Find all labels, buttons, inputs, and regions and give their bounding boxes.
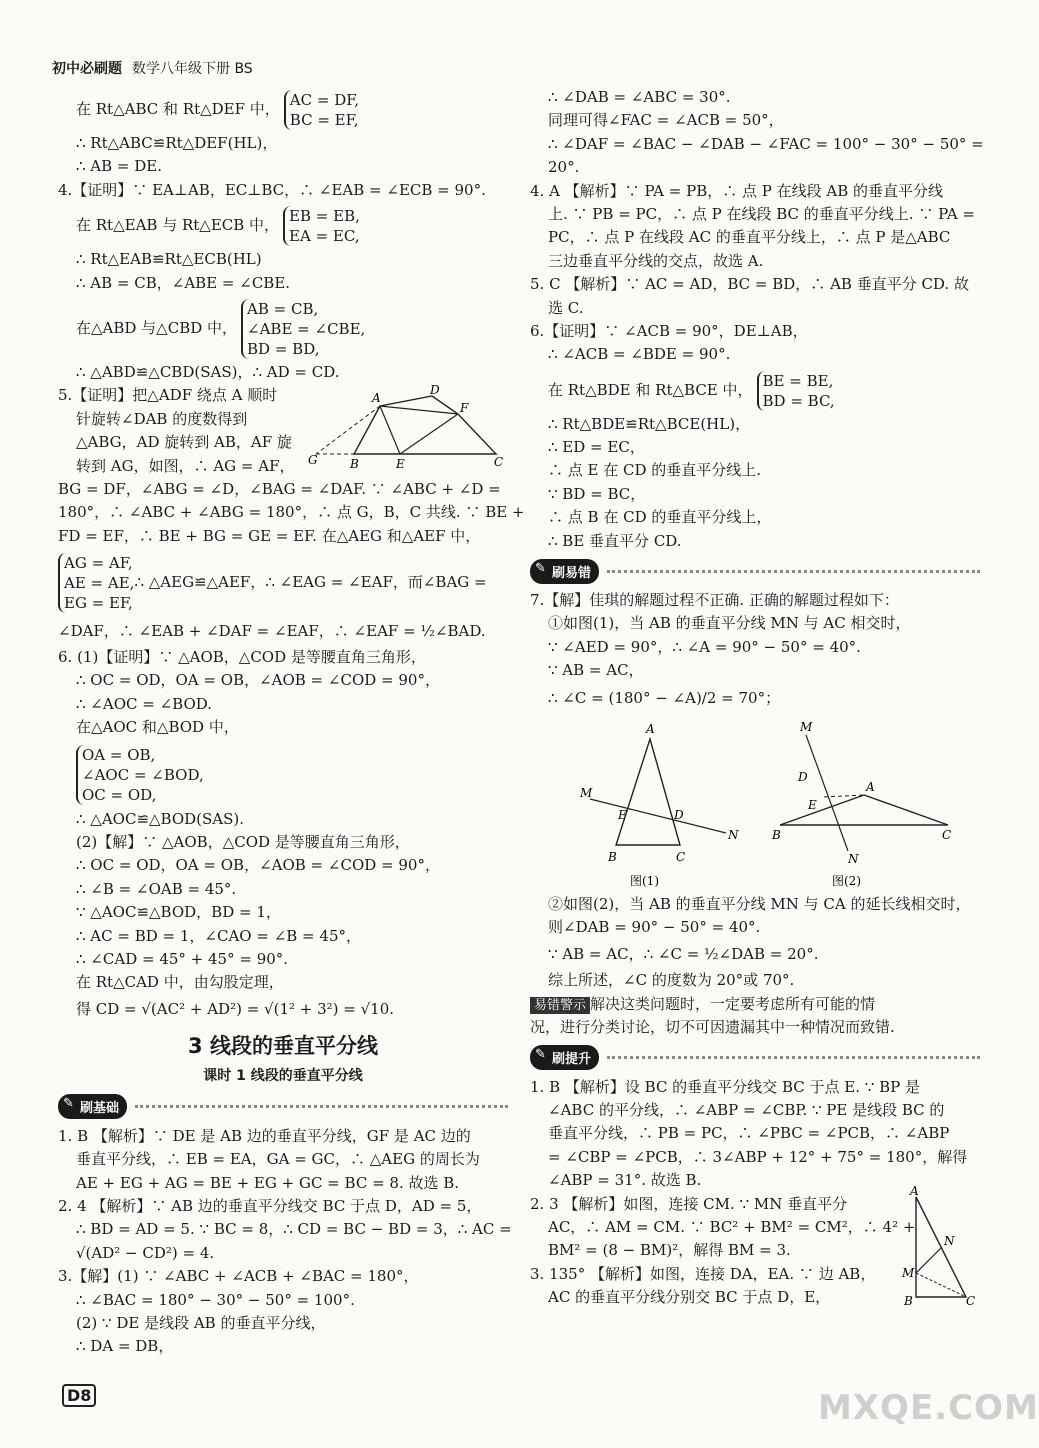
text-line: 1. B 【解析】设 BC 的垂直平分线交 BC 于点 E. ∵ BP 是 <box>530 1077 920 1096</box>
equation-system: AC = DF, BC = EF, <box>284 90 359 130</box>
fig-label: D <box>674 807 684 822</box>
question-4: 4.【证明】∵ EA⊥AB，EC⊥BC，∴ ∠EAB = ∠ECB = 90°. <box>58 180 486 199</box>
warning-tag: 易错警示 <box>530 997 590 1014</box>
text-line: ∴ AB = CB，∠ABE = ∠CBE. <box>76 273 291 292</box>
text-line: ∴ BD = AD = 5. ∵ BC = 8，∴ CD = BC − BD = 3，∴ AC = <box>76 1220 512 1239</box>
text-line: 3.【解】(1) ∵ ∠ABC + ∠ACB + ∠BAC = 180°， <box>58 1267 419 1286</box>
text-line: ∴ △ABD≌△CBD(SAS)，∴ AD = CD. <box>76 362 340 381</box>
page-number: D8 <box>62 1384 96 1407</box>
text-line: 转到 AG，如图，∴ AG = AF， <box>76 456 295 475</box>
text-line: PC，∴ 点 P 在线段 AC 的垂直平分线上，∴ 点 P 是△ABC <box>548 228 951 247</box>
text-line: ∠DAF，∴ ∠EAB + ∠DAF = ∠EAF，∴ ∠EAF = ½∠BAD. <box>58 622 486 641</box>
text-line: ∵ BD = BC， <box>548 484 646 503</box>
figure-q5 <box>308 383 508 472</box>
text-line: 2. 3 【解析】如图，连接 CM. ∵ MN 垂直平分 <box>530 1194 848 1213</box>
text-line: 3. 135° 【解析】如图，连接 DA，EA. ∵ 边 AB， <box>530 1264 876 1283</box>
text-line: ∴ ∠AOC = ∠BOD. <box>76 694 213 713</box>
text-line: AE + EG + AG = BE + EG + GC = BC = 8. 故选 B. <box>76 1173 460 1192</box>
fig-label: E <box>396 457 405 472</box>
watermark: MXQE.COM <box>818 1388 1039 1428</box>
text-line: ∴ ED = EC， <box>548 438 645 457</box>
text-line: 则∠DAB = 90° − 50° = 40°. <box>548 917 761 936</box>
warning-line: 易错警示 解决这类问题时，一定要考虑所有可能的情 <box>530 993 980 1016</box>
text-line: 得 CD = √(AC² + AD²) = √(1² + 3²) = √10. <box>76 999 395 1018</box>
equation-system: OA = OB, ∠AOC = ∠BOD, OC = OD, <box>76 745 204 805</box>
question-adv-2 <box>530 1183 980 1310</box>
text-line: ∴ ∠BAC = 180° − 30° − 50° = 100°. <box>76 1290 355 1309</box>
fig-label: E <box>618 807 627 822</box>
fig-label: A <box>866 779 875 794</box>
text-line: △ABG，AD 旋转到 AB，AF 旋 <box>76 433 292 452</box>
equation-system: EB = EB, EA = EC, <box>283 206 360 246</box>
text-line: ①如图(1)，当 AB 的垂直平分线 MN 与 AC 相交时， <box>548 614 911 633</box>
question-7: 7.【解】佳琪的解题过程不正确. 正确的解题过程如下： <box>530 591 899 610</box>
text-line: ∴ Rt△EAB≌Rt△ECB(HL) <box>76 250 262 269</box>
book-subtitle: 数学八年级下册 BS <box>132 61 253 77</box>
text-line: ∴ △AOC≌△BOD(SAS). <box>76 809 245 828</box>
text-line: ∴ BE 垂直平分 CD. <box>548 531 682 550</box>
text-line: 在△ABD 与△CBD 中，AB = CB, ∠ABE = ∠CBE, BD = BD, <box>76 299 366 358</box>
text-line: FD = EF，∴ BE + BG = GE = EF. 在△AEG 和△AEF 中， <box>58 526 481 545</box>
text-line: ∴ AC = BD = 1，∠CAO = ∠B = 45°， <box>76 926 361 945</box>
fig-label: C <box>942 827 952 842</box>
figure-caption: 图(1) <box>630 873 659 888</box>
text-line: ∴ ∠DAF = ∠BAC − ∠DAB − ∠FAC = 100° − 30° − 50° = <box>548 134 984 153</box>
text-line: 5.【证明】把△ADF 绕点 A 顺时 <box>58 386 278 405</box>
text-line: 在 Rt△ABC 和 Rt△DEF 中， AC = DF, BC = EF, <box>76 91 360 129</box>
text-line: AC 的垂直平分线分别交 BC 于点 D，E， <box>548 1288 831 1307</box>
text-line: 20°. <box>548 158 580 177</box>
fig-label: A <box>910 1183 919 1198</box>
figure-q7 <box>530 713 970 893</box>
fig-label: D <box>430 383 440 398</box>
fig-label: F <box>460 401 469 416</box>
text-line: ∵ △AOC≌△BOD，BD = 1， <box>76 903 281 922</box>
text-line: = ∠CBP = ∠PCB，∴ 3∠ABP + 12° + 75° = 180°，解得 <box>548 1147 968 1166</box>
fig-label: B <box>608 849 617 864</box>
text-line: ∵ ∠AED = 90°，∴ ∠A = 90° − 50° = 40°. <box>548 637 861 656</box>
text-line: √(AD² − CD²) = 4. <box>76 1243 215 1262</box>
text-line: 垂直平分线，∴ EB = EA，GA = GC，∴ △AEG 的周长为 <box>76 1150 480 1169</box>
text-line: 在 Rt△CAD 中，由勾股定理， <box>76 973 284 992</box>
badge-basic: ✎ 刷基础 <box>58 1093 508 1121</box>
text-line: ∴ 点 E 在 CD 的垂直平分线上. <box>548 461 762 480</box>
text-line: BG = DF，∠ABG = ∠D，∠BAG = ∠DAF. ∵ ∠ABC + ∠D = <box>58 479 501 498</box>
text-line: 在 Rt△BDE 和 Rt△BCE 中， BE = BE, BD = BC, <box>548 371 835 410</box>
text-line: 选 C. <box>548 298 584 317</box>
fig-label: A <box>372 391 381 406</box>
text-line: ∴ ∠CAD = 45° + 45° = 90°. <box>76 949 289 968</box>
right-column <box>530 86 984 1309</box>
section-title: 3 线段的垂直平分线 <box>188 1033 378 1058</box>
text-line: 垂直平分线，∴ PB = PC，∴ ∠PBC = ∠PCB，∴ ∠ABP <box>548 1124 950 1143</box>
equation-system: AG = AF, AE = AE, EG = EF, <box>58 553 134 613</box>
text-line: ∴ 点 B 在 CD 的垂直平分线上， <box>548 508 772 527</box>
fig-label: B <box>350 457 359 472</box>
text-line: ∴ ∠C = (180° − ∠A)/2 = 70°； <box>548 688 781 707</box>
text-line: 针旋转∠DAB 的度数得到 <box>76 409 248 428</box>
text-line: 在 Rt△EAB 与 Rt△ECB 中， EB = EB, EA = EC, <box>76 207 360 246</box>
text-line: ∴ ∠ACB = ∠BDE = 90°. <box>548 345 731 364</box>
text-line: 上. ∵ PB = PC，∴ 点 P 在线段 BC 的垂直平分线上. ∵ PA = <box>548 204 975 223</box>
text-line: (2)【解】∵ △AOB，△COD 是等腰直角三角形， <box>76 833 410 852</box>
text-line: ∵ AB = AC，∴ ∠C = ½∠DAB = 20°. <box>548 945 819 964</box>
fig-label: A <box>646 721 655 736</box>
text-line: AC，∴ AM = CM. ∵ BC² + BM² = CM²，∴ 4² + <box>548 1217 916 1236</box>
text-line: ∴ Rt△ABC≌Rt△DEF(HL)， <box>76 134 278 152</box>
page-header <box>52 58 253 78</box>
text-line: 6.【证明】∵ ∠ACB = 90°，DE⊥AB， <box>530 321 808 340</box>
fig-label: N <box>944 1233 955 1248</box>
badge-advance: ✎ 刷提升 <box>530 1044 980 1072</box>
equation-system: BE = BE, BD = BC, <box>757 371 835 411</box>
text-line: ∴ Rt△BDE≌Rt△BCE(HL)， <box>548 414 751 433</box>
text-line: ∴ DA = DB， <box>76 1337 174 1356</box>
text-line: 4. A 【解析】∵ PA = PB，∴ 点 P 在线段 AB 的垂直平分线 <box>530 181 944 200</box>
fig-label: M <box>902 1265 915 1280</box>
fig-label: B <box>904 1293 913 1308</box>
text-line: ∠ABC 的平分线，∴ ∠ABP = ∠CBP. ∵ PE 是线段 BC 的 <box>548 1100 945 1119</box>
text-line: ∴ ∠DAB = ∠ABC = 30°. <box>548 88 731 106</box>
fig-label: N <box>848 851 859 866</box>
text-line: (2) ∵ DE 是线段 AB 的垂直平分线， <box>76 1313 326 1332</box>
fig-label: E <box>808 797 817 812</box>
text-line: 况，进行分类讨论，切不可因遗漏其中一种情况而致错. <box>530 1018 895 1037</box>
figure-caption: 图(2) <box>832 873 861 888</box>
book-title: 初中必刷题 <box>52 61 122 77</box>
fig-label: N <box>728 827 739 842</box>
q7-figures <box>530 713 980 893</box>
text-line: 180°，∴ ∠ABC + ∠ABG = 180°，∴ 点 G，B，C 共线. ∵ BE + <box>58 503 525 522</box>
fig-label: M <box>800 719 813 734</box>
left-column <box>58 86 525 1359</box>
text-line: BM² = (8 − BM)²，解得 BM = 3. <box>548 1241 791 1260</box>
lesson-title: 课时 1 线段的垂直平分线 <box>203 1067 363 1084</box>
fig-label: C <box>676 849 686 864</box>
text-line: 1. B 【解析】∵ DE 是 AB 边的垂直平分线，GF 是 AC 边的 <box>58 1126 471 1145</box>
text-line: ∵ AB = AC， <box>548 661 644 680</box>
fig-label: C <box>966 1293 976 1308</box>
text-line <box>58 740 508 808</box>
text-line: 三边垂直平分线的交点，故选 A. <box>548 251 764 270</box>
fig-label: G <box>308 453 318 468</box>
fig-label: D <box>798 769 808 784</box>
figure-adv-2 <box>902 1183 982 1308</box>
text-line: 在△AOC 和△BOD 中， <box>76 718 239 737</box>
fig-label: B <box>772 827 781 842</box>
fig-label: C <box>494 455 504 470</box>
equation-system: AB = CB, ∠ABE = ∠CBE, BD = BD, <box>241 299 365 359</box>
text-line: 5. C 【解析】∵ AC = AD，BC = BD，∴ AB 垂直平分 CD. 故 <box>530 275 969 294</box>
text-line: ∴ AB = DE. <box>76 157 163 176</box>
text-line: ∴ OC = OD，OA = OB，∠AOB = ∠COD = 90°， <box>76 671 440 690</box>
question-6: 6. (1)【证明】∵ △AOB，△COD 是等腰直角三角形， <box>58 648 426 667</box>
badge-error: ✎ 刷易错 <box>530 557 980 585</box>
text-line: ∴ OC = OD，OA = OB，∠AOB = ∠COD = 90°， <box>76 856 440 875</box>
text-line: AG = AF, AE = AE, EG = EF,∴ △AEG≌△AEF，∴ ∠EAG = ∠EAF，而∠BAG = <box>58 548 508 616</box>
text-line: 同理可得∠FAC = ∠ACB = 50°， <box>548 111 784 130</box>
fig-label: M <box>580 785 593 800</box>
question-5 <box>58 383 525 646</box>
text-line: ∴ ∠B = ∠OAB = 45°. <box>76 879 237 898</box>
text-line: ②如图(2)，当 AB 的垂直平分线 MN 与 CA 的延长线相交时， <box>548 894 971 913</box>
text-line: 综上所述，∠C 的度数为 20°或 70°. <box>548 971 795 990</box>
text-line: ∠ABP = 31°. 故选 B. <box>548 1171 702 1190</box>
text-line: 2. 4 【解析】∵ AB 边的垂直平分线交 BC 于点 D，AD = 5， <box>58 1196 482 1215</box>
